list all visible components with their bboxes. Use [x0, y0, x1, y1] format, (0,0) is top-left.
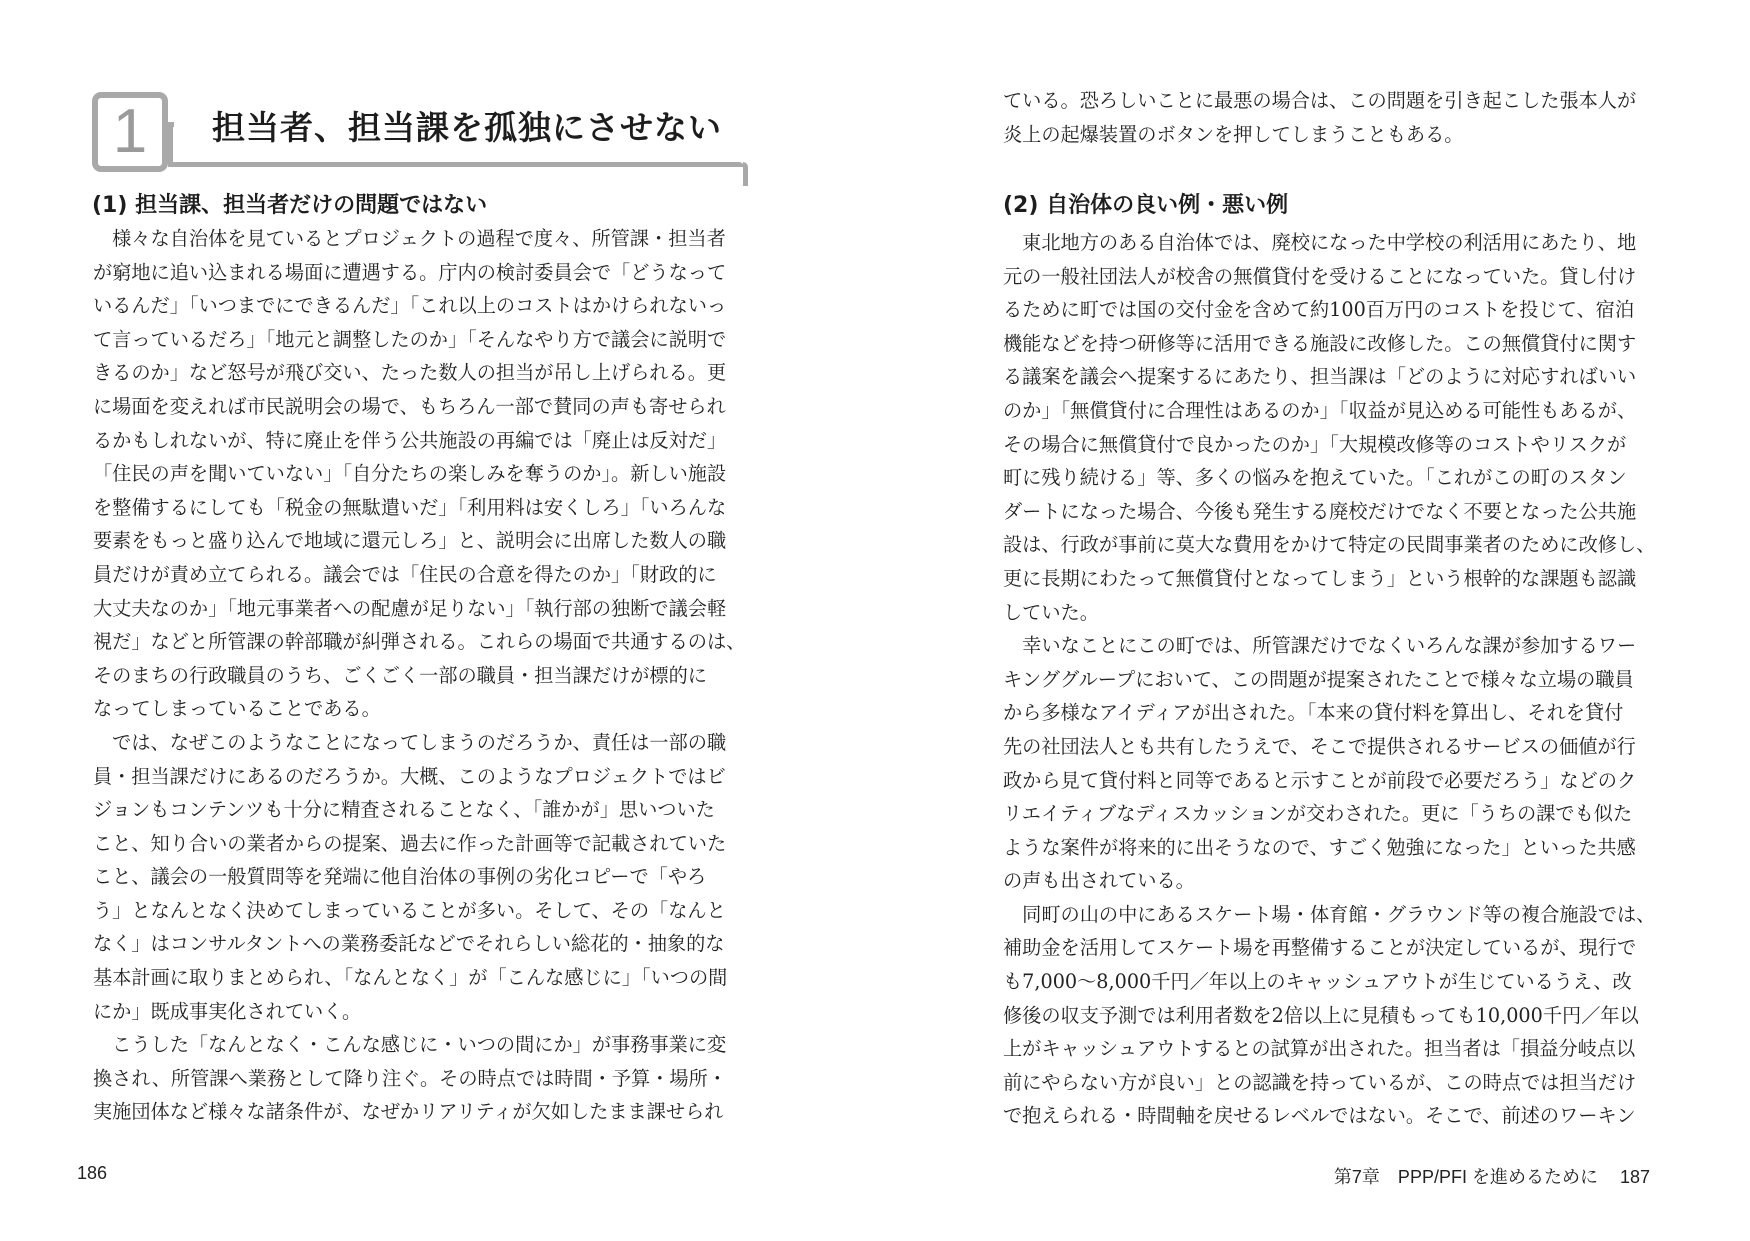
text-line: 先の社団法人とも共有したうえで、そこで提供されるサービスの価値が行	[1003, 734, 1636, 758]
text-line: 幸いなことにこの町では、所管課だけでなくいろんな課が参加するワー	[1003, 634, 1637, 658]
text-line: 修後の収支予測では利用者数を2倍以上に見積もっても10,000千円／年以	[1003, 1003, 1639, 1027]
header-rule	[168, 122, 173, 164]
text-line: 町に残り続ける」等、多くの悩みを抱えていた。「これがこの町のスタン	[1003, 466, 1627, 490]
text-line: 視だ」などと所管課の幹部職が糾弾される。これらの場面で共通するのは、	[93, 630, 746, 654]
text-line: 政から見て貸付料と同等であると示すことが前段で必要だろう」などのク	[1003, 768, 1637, 792]
text-line: こと、知り合いの業者からの提案、過去に作った計画等で記載されていた	[93, 831, 727, 855]
section-number-box: 1	[92, 92, 168, 172]
text-line: 更に長期にわたって無償貸付となってしまう」という根幹的な課題も認識	[1003, 566, 1637, 590]
text-line: 要素をもっと盛り込んで地域に還元しろ」と、説明会に出席した数人の職	[93, 529, 727, 553]
text-line: なく」はコンサルタントへの業務委託などでそれらしい総花的・抽象的な	[93, 932, 725, 956]
body-text	[93, 222, 773, 1129]
text-line: るかもしれないが、特に廃止を伴う公共施設の再編では「廃止は反対だ」	[93, 428, 727, 452]
text-line: 大丈夫なのか」「地元事業者への配慮が足りない」「執行部の独断で議会軽	[93, 596, 727, 620]
text-line: 員だけが責め立てられる。議会では「住民の合意を得たのか」「財政的に	[93, 562, 717, 586]
section-header	[92, 92, 756, 192]
text-line: 機能などを持つ研修等に活用できる施設に改修した。この無償貸付に関す	[1003, 331, 1637, 355]
text-line: 同町の山の中にあるスケート場・体育館・グラウンド等の複合施設では、	[1003, 902, 1656, 926]
text-line: 実施団体など様々な諸条件が、なぜかリアリティが欠如したまま課せられ	[93, 1100, 724, 1124]
text-line: こと、議会の一般質問等を発端に他自治体の事例の劣化コピーで「やろ	[93, 865, 707, 889]
text-line: 上がキャッシュアウトするとの試算が出された。担当者は「損益分岐点以	[1003, 1037, 1636, 1061]
text-line: 設は、行政が事前に莫大な費用をかけて特定の民間事業者のために改修し、	[1003, 533, 1656, 557]
text-line: していた。	[1003, 600, 1099, 624]
text-line: ている。恐ろしいことに最悪の場合は、この問題を引き起こした張本人が	[1003, 89, 1637, 112]
text-line: 「住民の声を聞いていない」「自分たちの楽しみを奪うのか」。新しい施設	[93, 462, 727, 486]
text-line: 基本計画に取りまとめられ、「なんとなく」が「こんな感じに」「いつの間	[93, 966, 728, 990]
subsection-title: (1) 担当課、担当者だけの問題ではない	[92, 193, 488, 218]
text-line: 員・担当課だけにあるのだろうか。大概、このようなプロジェクトではビ	[93, 764, 726, 788]
text-line: いるんだ」「いつまでにできるんだ」「これ以上のコストはかけられないっ	[93, 294, 727, 318]
text-line: う」となんとなく決めてしまっていることが多い。そして、その「なんと	[93, 898, 726, 922]
text-line: に場面を変えれば市民説明会の場で、もちろん一部で賛同の声も寄せられ	[93, 394, 726, 418]
text-line: こうした「なんとなく・こんな感じに・いつの間にか」が事務事業に変	[93, 1033, 727, 1057]
text-line: キンググループにおいて、この問題が提案されたことで様々な立場の職員	[1003, 667, 1634, 691]
text-line: 補助金を活用してスケート場を再整備することが決定しているが、現行で	[1003, 936, 1637, 960]
text-line: 炎上の起爆装置のボタンを押してしまうこともある。	[1003, 122, 1464, 146]
text-line: が窮地に追い込まれる場面に遭遇する。庁内の検討委員会で「どうなって	[93, 260, 727, 284]
text-line: る議案を議会へ提案するにあたり、担当課は「どのように対応すればいい	[1003, 365, 1637, 389]
text-line: なってしまっていることである。	[93, 697, 381, 721]
text-line: ジョンもコンテンツも十分に精査されることなく、「誰かが」思いついた	[93, 798, 715, 822]
text-line: では、なぜこのようなことになってしまうのだろうか、責任は一部の職	[93, 730, 727, 754]
text-line: ような案件が将来的に出そうなので、すごく勉強になった」といった共感	[1003, 835, 1636, 859]
text-line: のか」「無償貸付に合理性はあるのか」「収益が見込める可能性もあるが、	[1003, 398, 1637, 422]
text-line: にか」既成事実化されていく。	[93, 999, 362, 1023]
text-line: そのまちの行政職員のうち、ごくごく一部の職員・担当課だけが標的に	[93, 663, 707, 687]
body-text	[1003, 226, 1683, 1133]
text-line: の声も出されている。	[1003, 869, 1195, 893]
text-line: で抱えられる・時間軸を戻せるレベルではない。そこで、前述のワーキン	[1003, 1104, 1636, 1128]
text-line: るために町では国の交付金を含めて約100百万円のコストを投じて、宿泊	[1003, 298, 1635, 322]
text-line: 様々な自治体を見ているとプロジェクトの過程で度々、所管課・担当者	[93, 227, 726, 250]
continued-text	[1003, 84, 1683, 151]
text-line: きるのか」など怒号が飛び交い、たった数人の担当が吊し上げられる。更	[93, 361, 727, 385]
running-footer	[1334, 1163, 1650, 1189]
subsection-title: (2) 自治体の良い例・悪い例	[1003, 193, 1289, 218]
text-line: リエイティブなディスカッションが交わされた。更に「うちの課でも似た	[1003, 802, 1633, 826]
text-line: その場合に無償貸付で良かったのか」「大規模改修等のコストやリスクが	[1003, 432, 1627, 456]
page-number: 187	[1619, 1167, 1650, 1187]
text-line: て言っているだろ」「地元と調整したのか」「そんなやり方で議会に説明で	[93, 327, 727, 351]
text-line: を整備するにしても「税金の無駄遣いだ」「利用料は安くしろ」「いろんな	[93, 495, 727, 519]
text-line: 東北地方のある自治体では、廃校になった中学校の利活用にあたり、地	[1003, 231, 1637, 254]
text-line: ダートになった場合、今後も発生する廃校だけでなく不要となった公共施	[1003, 499, 1637, 523]
chapter-label: 第7章 PPP/PFI を進めるために	[1333, 1167, 1598, 1187]
header-underline-end	[743, 162, 748, 186]
text-line: 元の一般社団法人が校舎の無償貸付を受けることになっていた。貸し付け	[1003, 264, 1637, 288]
right-page	[875, 0, 1750, 1241]
header-underline	[168, 162, 744, 167]
text-line: から多様なアイディアが出された。「本来の貸付料を算出し、それを貸付	[1003, 701, 1624, 725]
section-title: 担当者、担当課を孤独にさせない	[212, 108, 722, 147]
text-line: 換され、所管課へ業務として降り注ぐ。その時点では時間・予算・場所・	[93, 1066, 727, 1090]
text-line: 前にやらない方が良い」との認識を持っているが、この時点では担当だけ	[1003, 1070, 1637, 1094]
text-line: も7,000～8,000千円／年以上のキャッシュアウトが生じているうえ、改	[1003, 970, 1632, 994]
page-number: 186	[77, 1163, 108, 1183]
